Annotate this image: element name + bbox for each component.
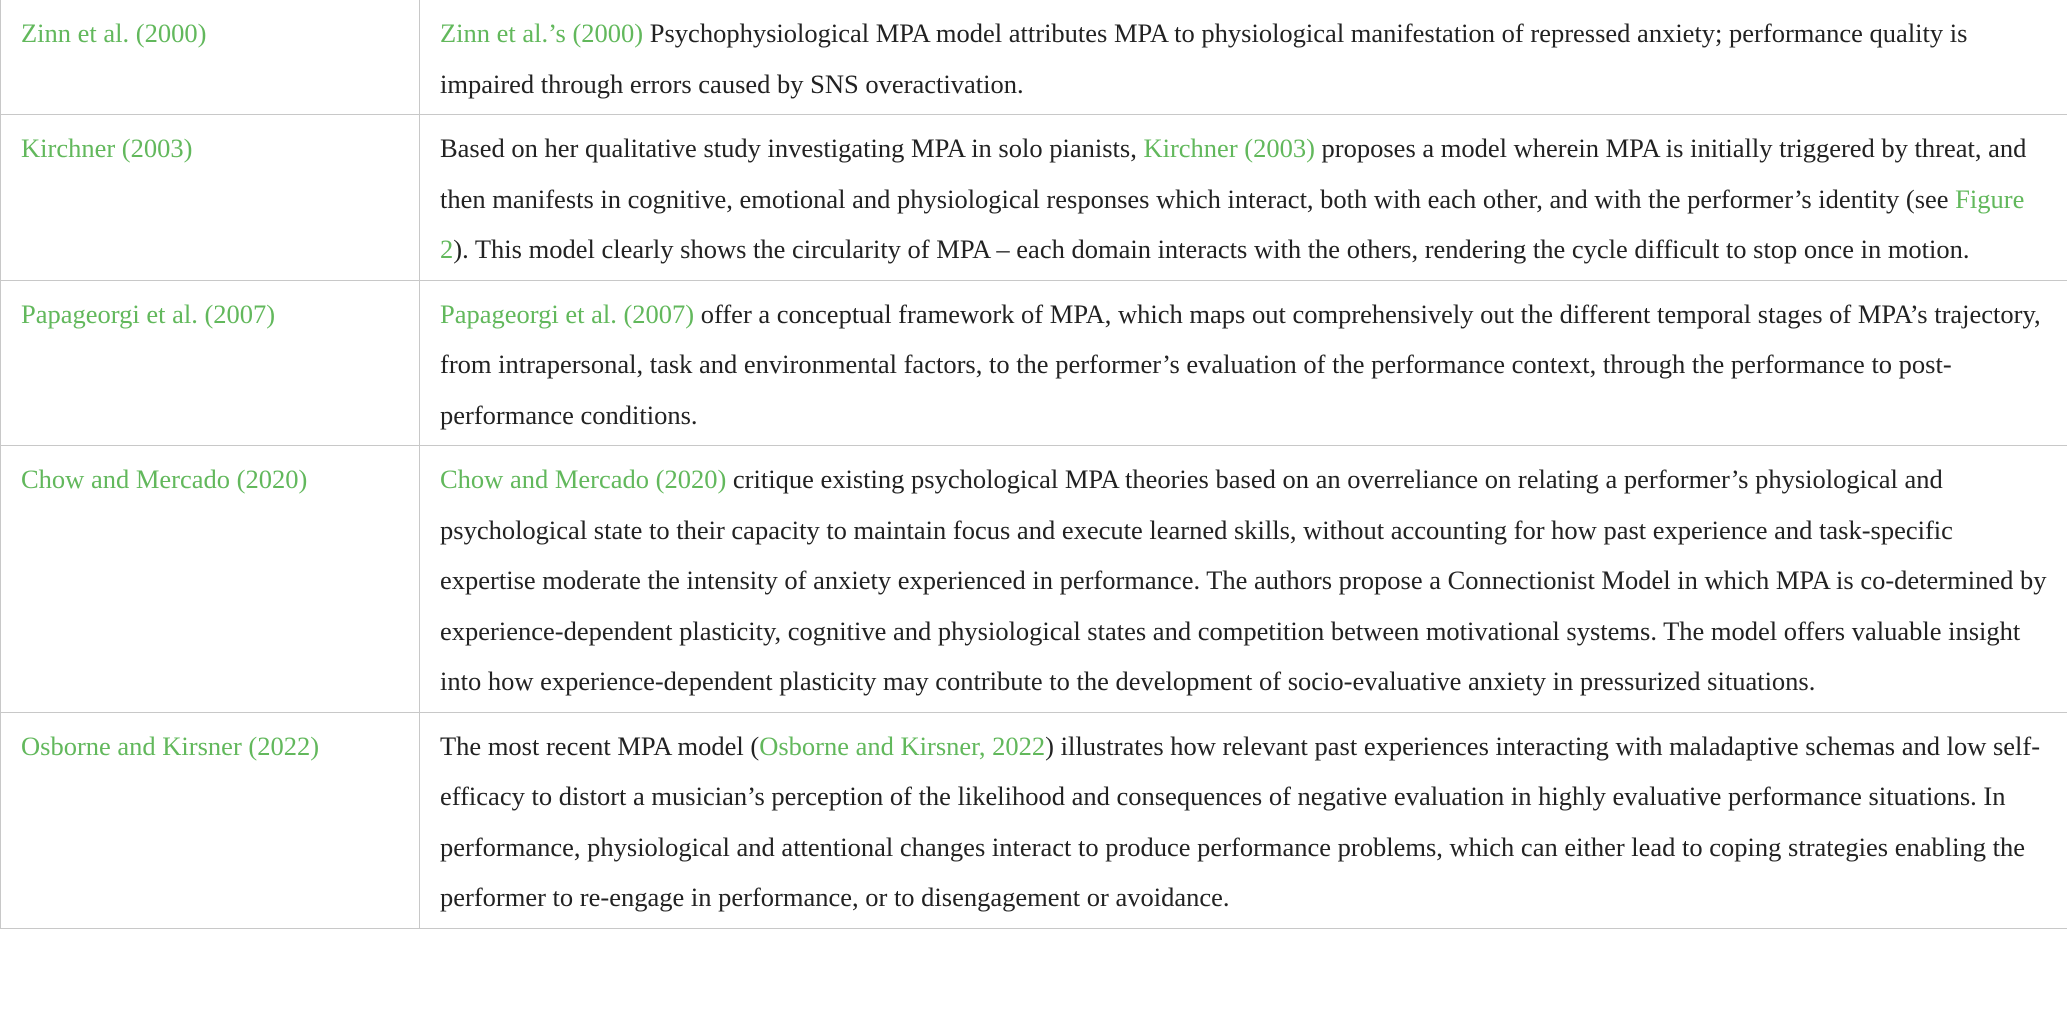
author-link[interactable]: Zinn et al. (2000) — [21, 18, 207, 48]
description-cell — [420, 712, 2067, 928]
table-row — [1, 0, 2067, 115]
author-link[interactable]: Osborne and Kirsner (2022) — [21, 730, 320, 761]
table-row — [1, 712, 2067, 928]
author-cell — [1, 115, 420, 281]
table-row — [1, 280, 2067, 446]
citation-link[interactable]: Chow and Mercado (2020) — [440, 464, 727, 494]
citation-link[interactable]: Kirchner (2003) — [1143, 133, 1315, 163]
description-cell — [420, 446, 2067, 713]
description-text: Based on her qualitative study investigating MPA in solo pianists, — [440, 133, 1144, 163]
description-text: critique existing psychological MPA theories based on an overreliance on relating a performer’s physiological and psychological state to their capacity to maintain focus and execute learned skills, without accounting for how past experience and task-specific expertise moderate the intensity of anxiety experienced in performance. The authors propose a Connectionist Model in which MPA is co-determined by experience-dependent plasticity, cognitive and physiological states and competition between motivational systems. The model offers valuable insight into how experience-dependent plasticity may contribute to the development of socio-evaluative anxiety in pressurized situations. — [440, 464, 2047, 696]
citation-link[interactable]: Zinn et al.’s (2000) — [440, 18, 644, 48]
author-cell — [1, 0, 420, 115]
description-cell — [420, 115, 2067, 281]
citation-link[interactable]: Osborne and Kirsner, 2022 — [759, 730, 1046, 761]
author-cell — [1, 712, 420, 928]
description-cell — [420, 0, 2067, 115]
description-text: The most recent MPA model ( — [440, 730, 760, 761]
figure-link[interactable]: Figure 2 — [440, 183, 2025, 264]
description-cell — [420, 280, 2067, 446]
table-row — [1, 115, 2067, 281]
citation-link[interactable]: Papageorgi et al. (2007) — [440, 298, 695, 329]
author-cell — [1, 446, 420, 713]
author-link[interactable]: Kirchner (2003) — [21, 133, 193, 163]
description-text: proposes a model wherein MPA is initially triggered by threat, and then manifests in cognitive, emotional and physiological responses which interact, both with each other, and with the performer’s identity (see — [440, 133, 2027, 214]
author-link[interactable]: Chow and Mercado (2020) — [21, 464, 308, 494]
description-text: offer a conceptual framework of MPA, which maps out comprehensively out the different temporal stages of MPA’s trajectory, from intrapersonal, task and environmental factors, to the performer’s evaluation of the performance context, through the performance to post-performance conditions. — [440, 298, 2041, 430]
table-row — [1, 446, 2067, 713]
description-text: ) illustrates how relevant past experiences interacting with maladaptive schemas and low self-efficacy to distort a musician’s perception of the likelihood and consequences of negative evaluation in highly evaluative performance situations. In performance, physiological and attentional changes interact to produce performance problems, which can either lead to coping strategies enabling the performer to re-engage in performance, or to disengagement or avoidance. — [440, 730, 2041, 912]
description-text: ). This model clearly shows the circularity of MPA – each domain interacts with the others, rendering the cycle difficult to stop once in motion. — [453, 234, 1970, 264]
author-link[interactable]: Papageorgi et al. (2007) — [21, 298, 276, 329]
author-cell — [1, 280, 420, 446]
description-text: Psychophysiological MPA model attributes MPA to physiological manifestation of repressed anxiety; performance quality is impaired through errors caused by SNS overactivation. — [440, 18, 1968, 99]
